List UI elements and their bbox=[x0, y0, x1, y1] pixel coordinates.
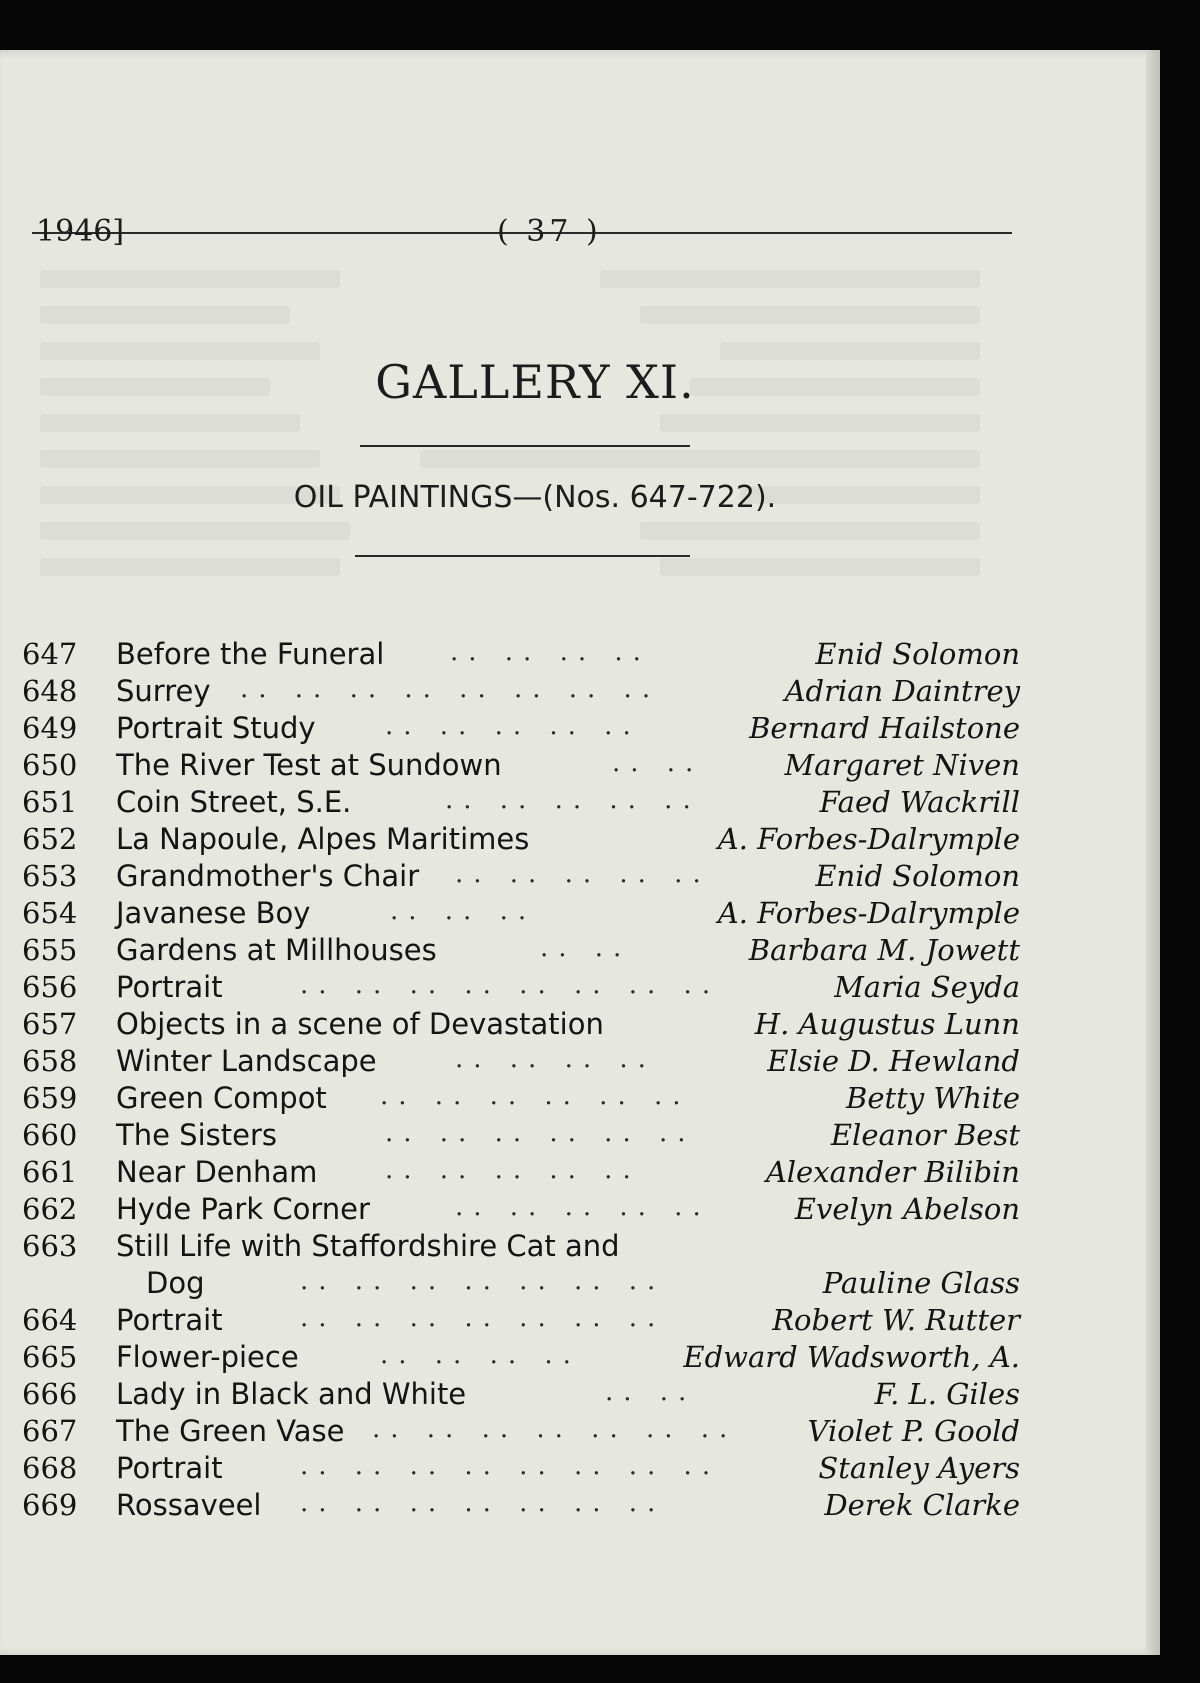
leader-dots: .. .. bbox=[612, 748, 704, 778]
entry-artist: Robert W. Rutter bbox=[772, 1303, 1020, 1337]
entry-title: The Green Vase bbox=[116, 1414, 345, 1448]
list-item bbox=[0, 1451, 1040, 1488]
entry-artist: Pauline Glass bbox=[822, 1266, 1020, 1300]
entry-number: 653 bbox=[22, 859, 78, 893]
leader-dots: .. .. .. .. .. .. .. .. bbox=[300, 970, 721, 1000]
entry-artist: A. Forbes-Dalrymple bbox=[717, 896, 1020, 930]
leader-dots: .. .. .. .. .. bbox=[385, 711, 641, 741]
entry-title: Flower-piece bbox=[116, 1340, 299, 1374]
leader-dots: .. .. .. .. .. bbox=[445, 785, 701, 815]
entry-title: The Sisters bbox=[116, 1118, 277, 1152]
entry-number: 647 bbox=[22, 637, 78, 671]
leader-dots: .. .. .. .. .. .. .. bbox=[300, 1488, 666, 1518]
entry-number: 658 bbox=[22, 1044, 78, 1078]
entry-artist: Elsie D. Hewland bbox=[767, 1044, 1020, 1078]
leader-dots: .. .. .. .. .. .. bbox=[385, 1118, 696, 1148]
list-item bbox=[0, 822, 1040, 859]
list-item bbox=[0, 1044, 1040, 1081]
entry-artist: Adrian Daintrey bbox=[784, 674, 1020, 708]
entry-number: 661 bbox=[22, 1155, 78, 1189]
page-edge bbox=[1146, 50, 1160, 1655]
leader-dots: .. .. .. bbox=[390, 896, 537, 926]
entry-title: Near Denham bbox=[116, 1155, 318, 1189]
entry-artist: Eleanor Best bbox=[830, 1118, 1020, 1152]
entry-artist: Bernard Hailstone bbox=[749, 711, 1020, 745]
entry-title: Hyde Park Corner bbox=[116, 1192, 370, 1226]
entry-artist: Violet P. Goold bbox=[807, 1414, 1020, 1448]
list-item bbox=[0, 1414, 1040, 1451]
list-item bbox=[0, 1081, 1040, 1118]
entry-number: 657 bbox=[22, 1007, 78, 1041]
leader-dots: .. .. .. .. bbox=[450, 637, 651, 667]
title-rule bbox=[360, 445, 690, 447]
list-item bbox=[0, 1303, 1040, 1340]
list-item bbox=[0, 859, 1040, 896]
entry-number: 660 bbox=[22, 1118, 78, 1152]
entry-number: 664 bbox=[22, 1303, 78, 1337]
entry-artist: H. Augustus Lunn bbox=[754, 1007, 1020, 1041]
entry-number: 652 bbox=[22, 822, 78, 856]
entry-title: La Napoule, Alpes Maritimes bbox=[116, 822, 530, 856]
catalogue-page bbox=[0, 50, 1160, 1655]
entry-number: 649 bbox=[22, 711, 78, 745]
entry-title: Grandmother's Chair bbox=[116, 859, 420, 893]
entry-title: Objects in a scene of Devastation bbox=[116, 1007, 604, 1041]
entry-title: Portrait bbox=[116, 1303, 223, 1337]
list-item bbox=[0, 896, 1040, 933]
leader-dots: .. .. .. .. .. bbox=[455, 1192, 711, 1222]
list-item bbox=[0, 1155, 1040, 1192]
entry-title: Rossaveel bbox=[116, 1488, 262, 1522]
entry-title: Lady in Black and White bbox=[116, 1377, 467, 1411]
entry-title: Portrait Study bbox=[116, 711, 316, 745]
entry-title: Surrey bbox=[116, 674, 211, 708]
entry-title: Still Life with Staffordshire Cat and bbox=[116, 1229, 620, 1263]
list-item bbox=[0, 748, 1040, 785]
leader-dots: .. .. .. .. .. bbox=[455, 859, 711, 889]
list-item bbox=[0, 785, 1040, 822]
entry-title: Gardens at Millhouses bbox=[116, 933, 437, 967]
list-item bbox=[0, 1377, 1040, 1414]
entry-artist: Alexander Bilibin bbox=[765, 1155, 1020, 1189]
gallery-title: GALLERY XI. bbox=[375, 355, 695, 409]
entry-number: 648 bbox=[22, 674, 78, 708]
running-header bbox=[32, 162, 1012, 249]
list-item bbox=[0, 1229, 1040, 1303]
entry-artist: F. L. Giles bbox=[874, 1377, 1020, 1411]
entry-artist: Enid Solomon bbox=[815, 859, 1020, 893]
entry-artist: Faed Wackrill bbox=[819, 785, 1020, 819]
leader-dots: .. .. bbox=[540, 933, 632, 963]
entry-number: 650 bbox=[22, 748, 78, 782]
entry-number: 659 bbox=[22, 1081, 78, 1115]
entry-number: 655 bbox=[22, 933, 78, 967]
entry-number: 669 bbox=[22, 1488, 78, 1522]
entry-artist: Derek Clarke bbox=[824, 1488, 1020, 1522]
leader-dots: .. .. .. .. bbox=[380, 1340, 581, 1370]
entry-artist: Stanley Ayers bbox=[818, 1451, 1020, 1485]
entry-number: 654 bbox=[22, 896, 78, 930]
list-item bbox=[0, 637, 1040, 674]
entry-number: 665 bbox=[22, 1340, 78, 1374]
entry-title-continuation: Dog bbox=[146, 1266, 205, 1300]
entry-artist: Enid Solomon bbox=[815, 637, 1020, 671]
entry-number: 662 bbox=[22, 1192, 78, 1226]
list-item bbox=[0, 933, 1040, 970]
list-item bbox=[0, 970, 1040, 1007]
entry-artist: Maria Seyda bbox=[834, 970, 1020, 1004]
entry-artist: Evelyn Abelson bbox=[794, 1192, 1020, 1226]
leader-dots: .. .. .. .. .. .. .. bbox=[300, 1303, 666, 1333]
leader-dots: .. .. .. .. .. .. .. bbox=[300, 1266, 666, 1296]
entry-title: The River Test at Sundown bbox=[116, 748, 502, 782]
entry-number: 668 bbox=[22, 1451, 78, 1485]
leader-dots: .. .. .. .. .. .. bbox=[380, 1081, 691, 1111]
entry-artist: Edward Wadsworth, A. bbox=[683, 1340, 1020, 1374]
header-year: 1946] bbox=[36, 214, 125, 249]
entry-artist: Betty White bbox=[846, 1081, 1020, 1115]
list-item bbox=[0, 1340, 1040, 1377]
list-item bbox=[0, 1488, 1040, 1525]
page-number: ( 37 ) bbox=[497, 214, 602, 249]
leader-dots: .. .. bbox=[605, 1377, 697, 1407]
entry-number: 663 bbox=[22, 1229, 78, 1263]
leader-dots: .. .. .. .. .. .. .. bbox=[372, 1414, 738, 1444]
entry-title: Portrait bbox=[116, 970, 223, 1004]
entry-number: 667 bbox=[22, 1414, 78, 1448]
entry-artist: A. Forbes-Dalrymple bbox=[717, 822, 1020, 856]
leader-dots: .. .. .. .. .. .. .. .. bbox=[300, 1451, 721, 1481]
section-subtitle: OIL PAINTINGS—(Nos. 647-722). bbox=[293, 480, 777, 515]
leader-dots: .. .. .. .. bbox=[455, 1044, 656, 1074]
entry-title: Winter Landscape bbox=[116, 1044, 377, 1078]
entry-artist: Margaret Niven bbox=[784, 748, 1020, 782]
entry-title: Coin Street, S.E. bbox=[116, 785, 352, 819]
entry-list bbox=[0, 637, 1040, 1525]
list-item bbox=[0, 1192, 1040, 1229]
entry-title: Portrait bbox=[116, 1451, 223, 1485]
list-item bbox=[0, 711, 1040, 748]
subtitle-rule bbox=[355, 555, 690, 557]
list-item bbox=[0, 1118, 1040, 1155]
entry-title: Javanese Boy bbox=[116, 896, 311, 930]
entry-title: Before the Funeral bbox=[116, 637, 385, 671]
list-item bbox=[0, 674, 1040, 711]
leader-dots: .. .. .. .. .. .. .. .. bbox=[240, 674, 661, 704]
entry-artist: Barbara M. Jowett bbox=[748, 933, 1020, 967]
entry-title: Green Compot bbox=[116, 1081, 327, 1115]
entry-number: 651 bbox=[22, 785, 78, 819]
entry-number: 656 bbox=[22, 970, 78, 1004]
list-item bbox=[0, 1007, 1040, 1044]
leader-dots: .. .. .. .. .. bbox=[385, 1155, 641, 1185]
entry-number: 666 bbox=[22, 1377, 78, 1411]
